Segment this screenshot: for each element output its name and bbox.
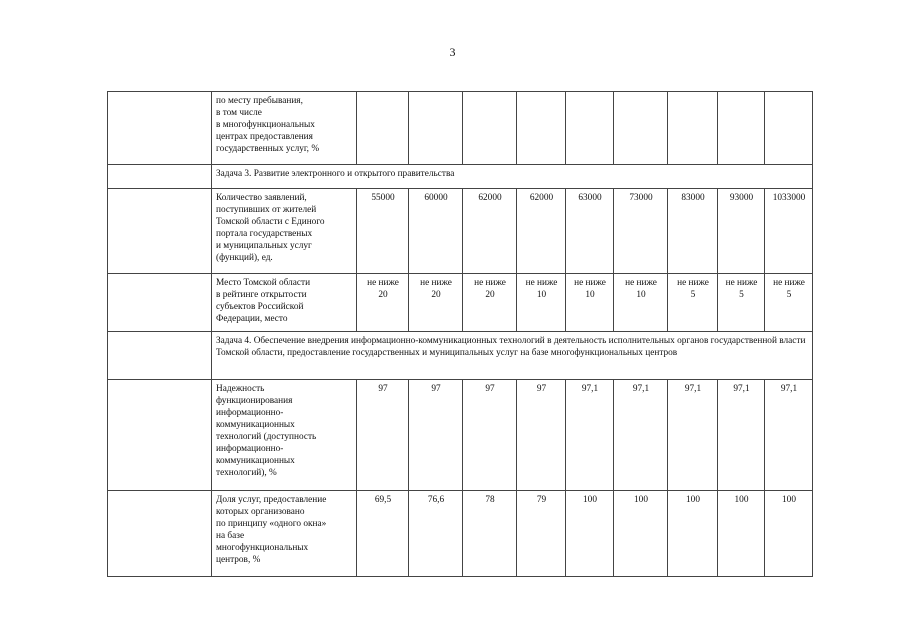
value-cell: 1033000 xyxy=(765,189,813,274)
table-row xyxy=(108,189,813,274)
value-cell xyxy=(614,92,668,165)
value-cell: не ниже 10 xyxy=(517,274,566,332)
value-cell: 55000 xyxy=(357,189,409,274)
value-cell: 100 xyxy=(566,491,614,577)
value-cell xyxy=(718,92,765,165)
empty-cell xyxy=(108,491,212,577)
empty-cell xyxy=(108,274,212,332)
table-row xyxy=(108,491,813,577)
value-cell: 83000 xyxy=(668,189,718,274)
indicator-label: по месту пребывания, в том числе в многофункциональных центрах предоставления государственных услуг, % xyxy=(212,92,357,165)
table-row xyxy=(108,380,813,491)
value-cell: 97 xyxy=(463,380,517,491)
value-cell: 100 xyxy=(668,491,718,577)
value-cell: 73000 xyxy=(614,189,668,274)
empty-cell xyxy=(108,92,212,165)
value-cell xyxy=(517,92,566,165)
task-heading: Задача 3. Развитие электронного и открытого правительства xyxy=(212,165,813,189)
value-cell xyxy=(668,92,718,165)
value-cell xyxy=(765,92,813,165)
value-cell xyxy=(357,92,409,165)
task-row xyxy=(108,165,813,189)
value-cell: не ниже 20 xyxy=(463,274,517,332)
empty-cell xyxy=(108,189,212,274)
value-cell xyxy=(463,92,517,165)
value-cell: 78 xyxy=(463,491,517,577)
table-row xyxy=(108,92,813,165)
empty-cell xyxy=(108,332,212,380)
value-cell: 60000 xyxy=(409,189,463,274)
value-cell: 76,6 xyxy=(409,491,463,577)
value-cell: 69,5 xyxy=(357,491,409,577)
value-cell: не ниже 10 xyxy=(566,274,614,332)
value-cell: не ниже 5 xyxy=(668,274,718,332)
value-cell xyxy=(409,92,463,165)
table-row xyxy=(108,274,813,332)
value-cell: 79 xyxy=(517,491,566,577)
value-cell: 97 xyxy=(357,380,409,491)
value-cell: 93000 xyxy=(718,189,765,274)
value-cell xyxy=(566,92,614,165)
value-cell: 100 xyxy=(718,491,765,577)
task-heading: Задача 4. Обеспечение внедрения информационно-коммуникационных технологий в деятельность исполнительных органов государственной власти Томской области, предоставление государственных и муниципальных услуг на базе многофункциональных центров xyxy=(212,332,813,380)
value-cell: 97 xyxy=(409,380,463,491)
value-cell: 97,1 xyxy=(668,380,718,491)
value-cell: 97,1 xyxy=(765,380,813,491)
indicator-label: Место Томской области в рейтинге открытости субъектов Российской Федерации, место xyxy=(212,274,357,332)
task-row xyxy=(108,332,813,380)
empty-cell xyxy=(108,380,212,491)
value-cell: не ниже 5 xyxy=(765,274,813,332)
indicator-label: Доля услуг, предоставление которых организовано по принципу «одного окна» на базе многофункциональных центров, % xyxy=(212,491,357,577)
value-cell: 97,1 xyxy=(614,380,668,491)
empty-cell xyxy=(108,165,212,189)
value-cell: не ниже 5 xyxy=(718,274,765,332)
value-cell: не ниже 20 xyxy=(357,274,409,332)
page-number: 3 xyxy=(449,45,456,59)
value-cell: 100 xyxy=(614,491,668,577)
value-cell: 62000 xyxy=(517,189,566,274)
indicator-label: Надежность функционирования информационно- коммуникационных технологий (доступность информационно- коммуникационных технологий), % xyxy=(212,380,357,491)
value-cell: 63000 xyxy=(566,189,614,274)
value-cell: 97,1 xyxy=(718,380,765,491)
value-cell: не ниже 10 xyxy=(614,274,668,332)
value-cell: 97 xyxy=(517,380,566,491)
value-cell: 97,1 xyxy=(566,380,614,491)
value-cell: 62000 xyxy=(463,189,517,274)
value-cell: 100 xyxy=(765,491,813,577)
indicators-table xyxy=(107,91,813,577)
indicator-label: Количество заявлений, поступивших от жителей Томской области с Единого портала государственых и муниципальных услуг (функций), ед. xyxy=(212,189,357,274)
value-cell: не ниже 20 xyxy=(409,274,463,332)
